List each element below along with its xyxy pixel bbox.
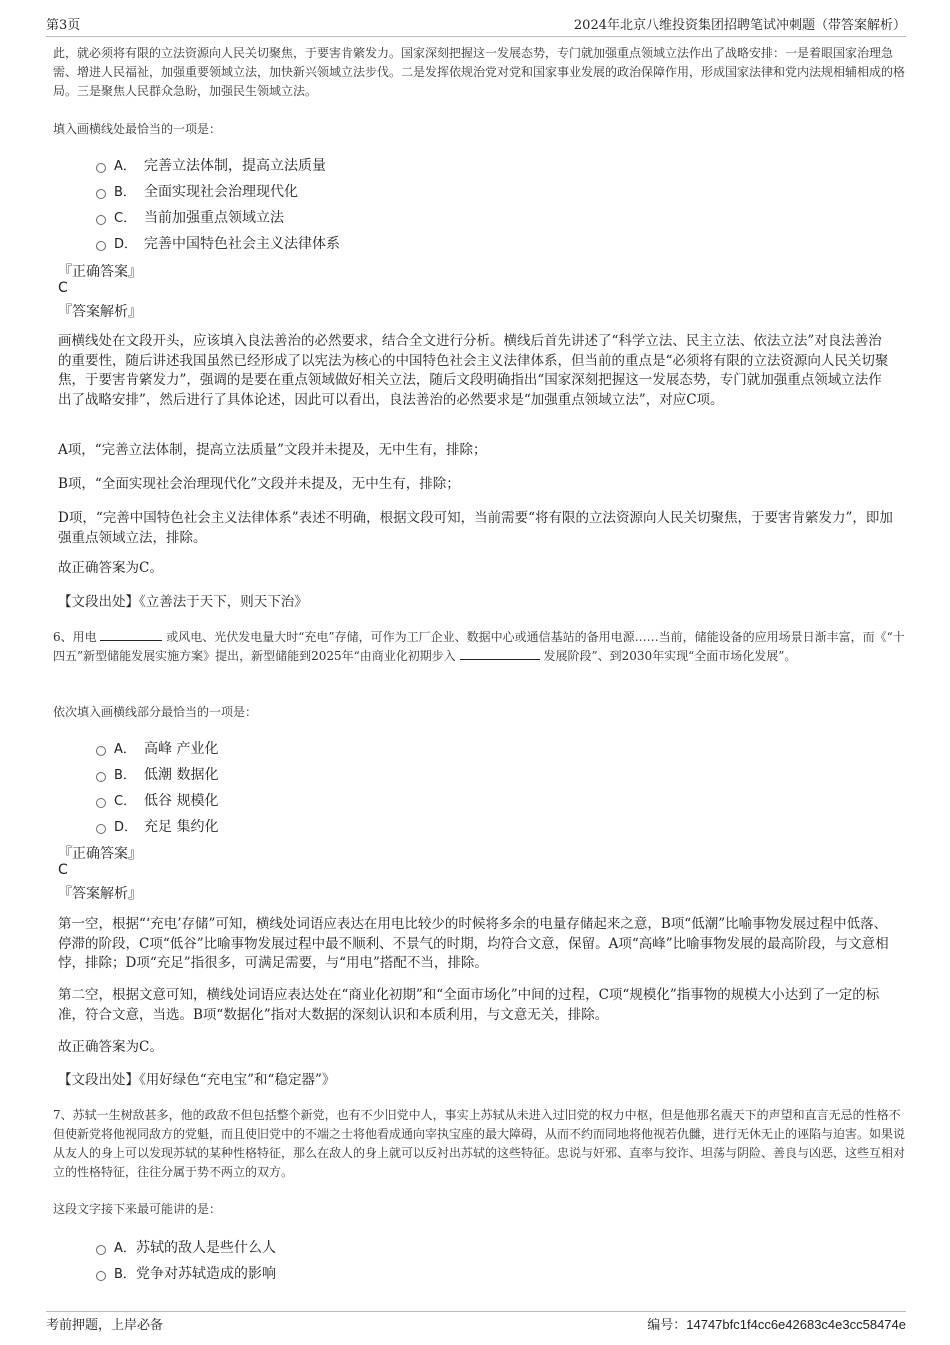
blank-line [460,647,540,660]
q7-option-a[interactable]: A．苏轼的敌人是些什么人 [96,1237,276,1257]
q6-option-b[interactable]: B． 低潮 数据化 [96,764,218,784]
document-title: 2024年北京八维投资集团招聘笔试冲刺题（带答案解析） [573,18,906,33]
q6-option-d[interactable]: D． 充足 集约化 [96,816,218,836]
q6-analysis-first: 第一空，根据“‘充电’存储”可知，横线处词语应表达在用电比较少的时候将多余的电量存储起来之意，B项“低潮”比喻事物发展过程中低落、停滞的阶段，C项“低谷”比喻事物发展过程中最不顺利、不景气的时期，均符合文意，保留。A项“高峰”比喻事物发展的最高阶段，与文意相悖，排除；D项“充足”指很多，可满足需要，与“用电”搭配不当，排除。 [58,916,889,971]
document-code: 编号：14747bfc1f4cc6e42683c4e3cc58474e [647,1317,906,1333]
radio-icon[interactable] [96,215,106,225]
q5-passage: 此，就必须将有限的立法资源向人民关切聚焦，于要害肯綮发力。国家深刻把握这一发展态势，专门就加强重点领域立法作出了战略安排：一是着眼国家治理急需、增进人民福祉，加强重要领域立法，加快新兴领域立法步伐。二是发挥依规治党对党和国家事业发展的政治保障作用，形成国家法律和党内法规相辅相成的格局。三是聚焦人民群众急盼，加强民生领域立法。 [53,46,906,98]
radio-icon[interactable] [96,189,106,199]
q6-prompt: 依次填入画横线部分最恰当的一项是： [53,705,258,719]
q6-answer: C [58,862,68,878]
q5-source: 【文段出处】《立善法于天下，则天下治》 [58,594,308,610]
q5-option-a[interactable]: A． 完善立法体制，提高立法质量 [96,155,326,175]
radio-icon[interactable] [96,798,106,808]
radio-icon[interactable] [96,241,106,251]
q6-analysis-label: 『答案解析』 [58,886,142,902]
q5-conclusion: 故正确答案为C。 [58,560,163,576]
radio-icon[interactable] [96,1245,106,1255]
q7-option-b[interactable]: B．党争对苏轼造成的影响 [96,1263,276,1283]
q5-analysis-d: D项，“完善中国特色社会主义法律体系”表述不明确，根据文段可知，当前需要“将有限的立法资源向人民关切聚焦，于要害肯綮发力”，即加强重点领域立法，排除。 [58,510,893,546]
q6-option-a[interactable]: A． 高峰 产业化 [96,738,218,758]
q7-prompt: 这段文字接下来最可能讲的是： [53,1202,222,1216]
q5-option-c[interactable]: C． 当前加强重点领域立法 [96,207,284,227]
q5-analysis-a: A项，“完善立法体制，提高立法质量”文段并未提及，无中生有，排除； [58,442,487,458]
q5-analysis-label: 『答案解析』 [58,304,142,320]
q5-option-d[interactable]: D． 完善中国特色社会主义法律体系 [96,233,340,253]
radio-icon[interactable] [96,1271,106,1281]
q6-source: 【文段出处】《用好绿色“充电宝”和“稳定器”》 [58,1072,336,1088]
blank-line [100,628,162,641]
q6-option-c[interactable]: C． 低谷 规模化 [96,790,218,810]
radio-icon[interactable] [96,746,106,756]
radio-icon[interactable] [96,163,106,173]
q5-analysis-main: 画横线处在文段开头，应该填入良法善治的必然要求，结合全文进行分析。横线后首先讲述了“科学立法、民主立法、依法立法”对良法善治的重要性，随后讲述我国虽然已经形成了以宪法为核心的中国特色社会主义法律体系，但当前的重点是“必须将有限的立法资源向人民关切聚焦，于要害肯綮发力”，强调的是要在重点领域做好相关立法，随后文段明确指出“国家深刻把握这一发展态势，专门就加强重点领域立法作出了战略安排”，然后进行了具体论述，因此可以看出，良法善治的必然要求是“加强重点领域立法”，对应C项。 [58,333,889,408]
q6-answer-label: 『正确答案』 [58,846,142,862]
q5-option-b[interactable]: B． 全面实现社会治理现代化 [96,181,298,201]
page-number: 第3页 [46,18,81,33]
q6-conclusion: 故正确答案为C。 [58,1039,163,1055]
page-footer [46,1311,906,1333]
q5-prompt: 填入画横线处最恰当的一项是： [53,122,222,136]
q5-analysis-b: B项，“全面实现社会治理现代化”文段并未提及，无中生有，排除； [58,476,460,492]
q6-stem: 6、用电 或风电、光伏发电量大时“充电”存储，可作为工厂企业、数据中心或通信基站的备用电源……当前，储能设备的应用场景日渐丰富，而《“十四五”新型储能发展实施方案》提出，新型储能到2025年“由商业化初期步入 发展阶段”、到2030年实现“全面市场化发展”。 [53,630,905,663]
q6-analysis-second: 第二空，根据文意可知，横线处词语应表达处在“商业化初期”和“全面市场化”中间的过程，C项“规模化”指事物的规模大小达到了一定的标准，符合文意，当选。B项“数据化”指对大数据的深刻认识和本质利用，与文意无关，排除。 [58,987,880,1023]
radio-icon[interactable] [96,824,106,834]
page-header [46,14,906,37]
footer-slogan: 考前押题，上岸必备 [46,1318,164,1333]
radio-icon[interactable] [96,772,106,782]
q5-answer-label: 『正确答案』 [58,264,142,280]
q5-answer: C [58,280,68,296]
q7-stem: 7、苏轼一生树敌甚多，他的政敌不但包括整个新党，也有不少旧党中人，事实上苏轼从未进入过旧党的权力中枢，但是他那名震天下的声望和直言无忌的性格不但使新党将他视同敌方的党魁，而且使旧党中的不端之士将他看成通向宰执宝座的最大障碍，从而不约而同地将他视若仇雠，进行无休无止的诬陷与迫害。如果说从友人的身上可以发现苏轼的某种性格特征，那么在敌人的身上就可以反衬出苏轼的这些特征。忠说与奸邪、直率与狡诈、坦荡与阴险、善良与凶恶，这些互相对立的性格特征，往往分属于势不两立的双方。 [53,1108,906,1179]
